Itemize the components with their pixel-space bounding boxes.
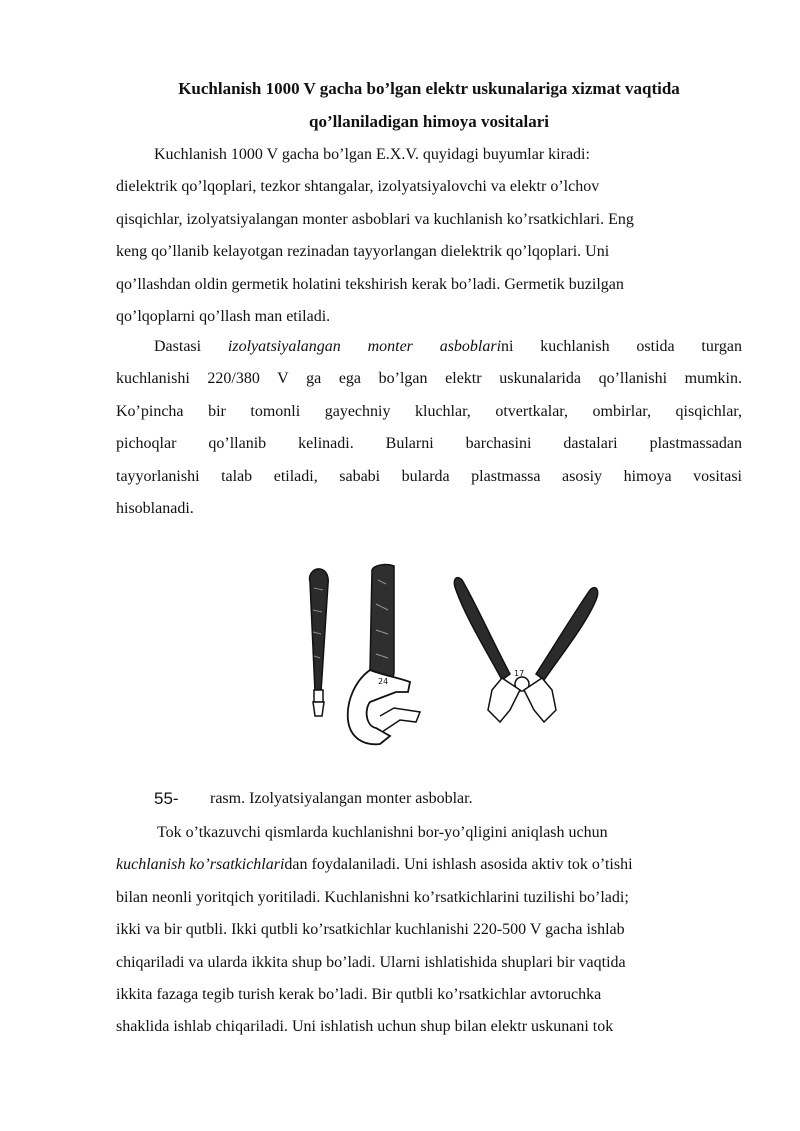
paragraph-line: keng qo’llanib kelayotgan rezinadan tayyorlangan dielektrik qo’lqoplari. Uni bbox=[116, 243, 610, 261]
paragraph-line: dielektrik qo’lqoplari, tezkor shtangalar, izolyatsiyalovchi va elektr o’lchov bbox=[116, 178, 600, 196]
paragraph-1 bbox=[116, 139, 742, 333]
paragraph-line: Tok o’tkazuvchi qismlarda kuchlanishni bor-yo’qligini aniqlash uchun bbox=[157, 824, 608, 841]
wrench-mark: 24 bbox=[378, 677, 389, 686]
paragraph-line: pichoqlar qo’llanib kelinadi. Bularni barchasini dastalari plastmassadan bbox=[116, 435, 742, 453]
paragraph-3 bbox=[116, 817, 742, 1044]
italic-term: izolyatsiyalangan monter asboblari bbox=[227, 338, 502, 355]
figure-caption-text: rasm. Izolyatsiyalangan monter asboblar. bbox=[210, 790, 473, 807]
document-title bbox=[116, 72, 742, 138]
paragraph-line: qo’llashdan oldin germetik holatini tekshirish kerak bo’ladi. Germetik buzilgan bbox=[116, 275, 624, 293]
paragraph-line: Ko’pincha bir tomonli gayechniy kluchlar, otvertkalar, ombirlar, qisqichlar, bbox=[116, 402, 742, 420]
paragraph-line: tayyorlanishi talab etiladi, sababi bularda plastmassa asosiy himoya vositasi bbox=[116, 467, 742, 485]
paragraph-line: kuchlanishi 220/380 V ga ega bo’lgan elektr uskunalarida qo’llanishi mumkin. bbox=[116, 370, 742, 388]
paragraph-line: Kuchlanish 1000 V gacha bo’lgan E.X.V. quyidagi buyumlar kiradi: bbox=[154, 146, 590, 163]
paragraph-text: dan foydalaniladi. Uni ishlash asosida aktiv tok o’tishi bbox=[284, 856, 633, 874]
paragraph-line: bilan neonli yoritqich yoritiladi. Kuchlanishni ko’rsatkichlarini tuzilishi bo’ladi; bbox=[116, 888, 629, 906]
pliers-mark: 17 bbox=[514, 669, 525, 678]
paragraph-line: qo’lqoplarni qo’llash man etiladi. bbox=[116, 308, 331, 326]
paragraph-text: Dastasi bbox=[154, 338, 202, 355]
paragraph-2 bbox=[116, 331, 742, 525]
paragraph-text: ni kuchlanish ostida turgan bbox=[501, 338, 742, 355]
paragraph-line: ikkita fazaga tegib turish kerak bo’ladi. Bir qutbli ko’rsatkichlar avtoruchka bbox=[116, 986, 602, 1004]
paragraph-line: shaklida ishlab chiqariladi. Uni ishlatish uchun shup bilan elektr uskunani tok bbox=[116, 1018, 614, 1036]
title-line-1: Kuchlanish 1000 V gacha bo’lgan elektr uskunalariga xizmat vaqtida bbox=[178, 79, 680, 98]
insulated-tools-illustration bbox=[296, 560, 610, 752]
paragraph-line bbox=[116, 849, 742, 881]
figure-number: 55- bbox=[154, 789, 179, 808]
paragraph-line bbox=[116, 331, 742, 363]
wrench-icon bbox=[348, 565, 420, 745]
title-line-2: qo’llaniladigan himoya vositalari bbox=[309, 112, 549, 131]
paragraph-line: ikki va bir qutbli. Ikki qutbli ko’rsatkichlar kuchlanishi 220-500 V gacha ishlab bbox=[116, 921, 625, 939]
paragraph-line: chiqariladi va ularda ikkita shup bo’ladi. Ularni ishlatishida shuplari bir vaqtida bbox=[116, 953, 626, 971]
paragraph-line: qisqichlar, izolyatsiyalangan monter asboblari va kuchlanish ko’rsatkichlari. Eng bbox=[116, 210, 634, 228]
italic-term: kuchlanish ko’rsatkichlari bbox=[116, 856, 285, 874]
paragraph-line: hisoblanadi. bbox=[116, 500, 194, 518]
pliers-icon bbox=[454, 578, 597, 722]
screwdriver-icon bbox=[310, 569, 329, 716]
